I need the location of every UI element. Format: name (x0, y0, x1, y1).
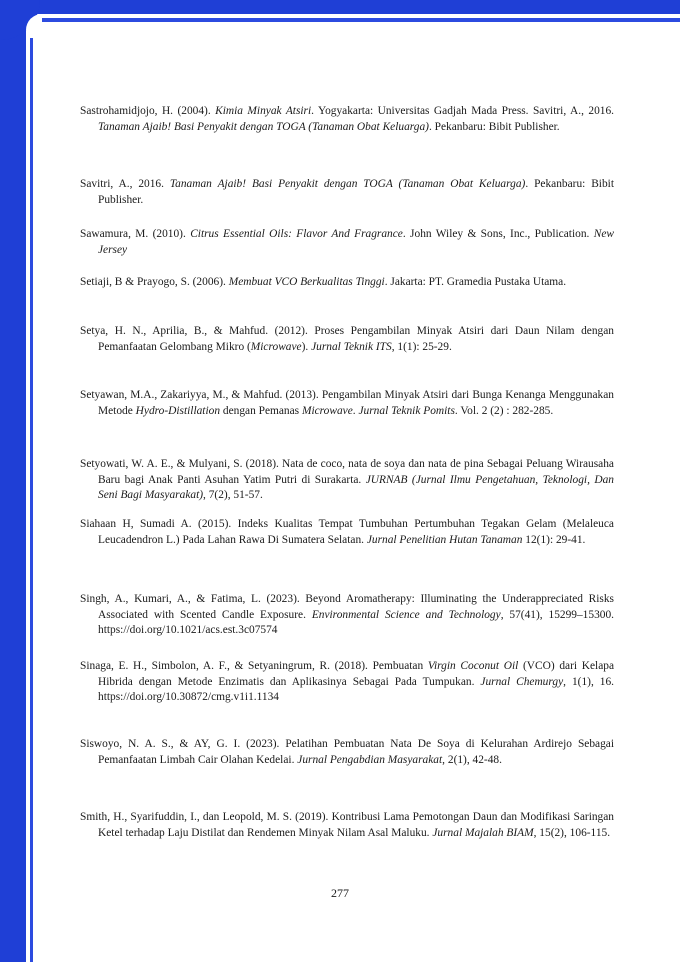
reference-entry (80, 177, 614, 208)
reference-text: , 15(2), 106-115. (533, 826, 611, 839)
reference-italic-text: JURNAB (Jurnal Ilmu Pengetahuan, Teknologi, Dan Seni Bagi Masyarakat) (98, 473, 614, 502)
reference-italic-text: Citrus Essential Oils: Flavor And Fragrance (190, 228, 403, 240)
reference-italic-text: Microwave (301, 404, 353, 417)
reference-italic-text: Microwave (250, 340, 302, 353)
reference-entry (80, 810, 614, 841)
reference-entry (80, 388, 614, 419)
reference-text: (VCO) dari Kelapa Hibrida dengan Metode Enzimatis dan Aplikasinya Sebagai Pada Tumpukan. (98, 660, 614, 688)
reference-text: , 2(1), 42-48. (442, 753, 502, 766)
reference-text: . Pekanbaru: Bibit Publisher. (98, 178, 615, 206)
reference-text: Setyawan, M.A., Zakariyya, M., & Mahfud. (2013). Pengambilan Minyak Atsiri dari Bunga Kenanga Menggunakan Metode (80, 389, 614, 417)
reference-text: Singh, A., Kumari, A., & Fatima, L. (2023). Beyond Aromatherapy: Illuminating the Underappreciated Risks Associated with Scented Candle Exposure. (80, 593, 614, 621)
reference-entry (80, 592, 614, 639)
reference-italic-text: Jurnal Pengabdian Masyarakat (297, 753, 443, 766)
reference-entry (80, 457, 614, 504)
reference-text: Sawamura, M. (2010). (80, 228, 191, 240)
reference-italic-text: Environmental Science and Technology (311, 608, 501, 621)
reference-italic-text: Tanaman Ajaib! Basi Penyakit dengan TOGA (Tanaman Obat Keluarga) (169, 178, 526, 190)
reference-text: . (352, 404, 359, 417)
reference-entry (80, 227, 614, 258)
reference-entry (80, 275, 614, 291)
page-frame-left-line (30, 38, 33, 962)
reference-italic-text: New Jersey (98, 228, 614, 256)
reference-text: , 7(2), 51-57. (203, 489, 263, 502)
reference-text: Siswoyo, N. A. S., & AY, G. I. (2023). Pelatihan Pembuatan Nata De Soya di Kelurahan Ardirejo Sebagai Pemanfaatan Limbah Cair Olahan Kedelai. (80, 738, 614, 766)
reference-italic-text: Membuat VCO Berkualitas Tinggi (228, 276, 385, 288)
reference-text: Siahaan H, Sumadi A. (2015). Indeks Kualitas Tempat Tumbuhan Pertumbuhan Tegakan Gelam (Melaleuca Leucadendron L.) Pada Lahan Rawa Di Sumatera Selatan. (80, 518, 614, 546)
reference-text: ). (301, 340, 312, 353)
reference-text: Sinaga, E. H., Simbolon, A. F., & Setyaningrum, R. (2018). Pembuatan (80, 660, 428, 672)
reference-italic-text: Jurnal Chemurgy (480, 675, 564, 688)
reference-entry (80, 659, 614, 706)
reference-text: Smith, H., Syarifuddin, I., dan Leopold, M. S. (2019). Kontribusi Lama Pemotongan Daun dan Modifikasi Saringan Ketel terhadap Laju Distilat dan Rendemen Minyak Nilam Asal Maluku. (80, 811, 614, 839)
reference-italic-text: Jurnal Majalah BIAM (432, 826, 534, 839)
reference-text: . Jakarta: PT. Gramedia Pustaka Utama. (384, 276, 567, 288)
reference-italic-text: Kimia Minyak Atsiri (215, 105, 312, 117)
reference-text: . Pekanbaru: Bibit Publisher. (428, 120, 560, 133)
page-frame-top (0, 0, 680, 14)
reference-entry (80, 324, 614, 355)
reference-italic-text: Virgin Coconut Oil (427, 660, 519, 672)
page-frame-top-line (36, 18, 680, 22)
reference-text: . Vol. 2 (2) : 282-285. (454, 404, 554, 417)
reference-text: Setya, H. N., Aprilia, B., & Mahfud. (2012). Proses Pengambilan Minyak Atsiri dari Daun Nilam dengan Pemanfaatan Gelombang Mikro ( (80, 325, 614, 353)
reference-entry (80, 737, 614, 768)
reference-text: , 1(1), 16. https://doi.org/10.30872/cmg.v1i1.1134 (98, 675, 615, 704)
reference-entry (80, 517, 614, 548)
reference-text: , 1(1): 25-29. (391, 340, 452, 353)
reference-text: Setiaji, B & Prayogo, S. (2006). (80, 276, 229, 288)
reference-text: Savitri, A., 2016. (80, 178, 170, 190)
reference-text: , 57(41), 15299–15300. https://doi.org/10.1021/acs.est.3c07574 (98, 608, 614, 637)
reference-italic-text: Jurnal Penelitian Hutan Tanaman (366, 533, 523, 546)
reference-text: . John Wiley & Sons, Inc., Publication. (402, 228, 594, 240)
reference-text: . Yogyakarta: Universitas Gadjah Mada Press. Savitri, A., 2016. (311, 105, 614, 117)
reference-italic-text: Jurnal Teknik Pomits (358, 404, 455, 417)
reference-italic-text: Hydro-Distillation (135, 404, 221, 417)
reference-text: dengan Pemanas (220, 404, 302, 417)
reference-italic-text: Jurnal Teknik ITS (311, 340, 392, 353)
reference-text: 12(1): 29-41. (522, 533, 586, 546)
reference-text: Sastrohamidjojo, H. (2004). (80, 105, 216, 117)
reference-italic-text: Tanaman Ajaib! Basi Penyakit dengan TOGA (Tanaman Obat Keluarga) (98, 120, 429, 133)
page-number: 277 (331, 886, 349, 900)
page-frame-left (0, 0, 26, 962)
reference-text: Setyowati, W. A. E., & Mulyani, S. (2018). Nata de coco, nata de soya dan nata de pina Sebagai Peluang Wirausaha Baru bagi Anak Panti Asuhan Yatim Putri di Surakarta. (80, 458, 614, 486)
reference-entry (80, 104, 614, 135)
